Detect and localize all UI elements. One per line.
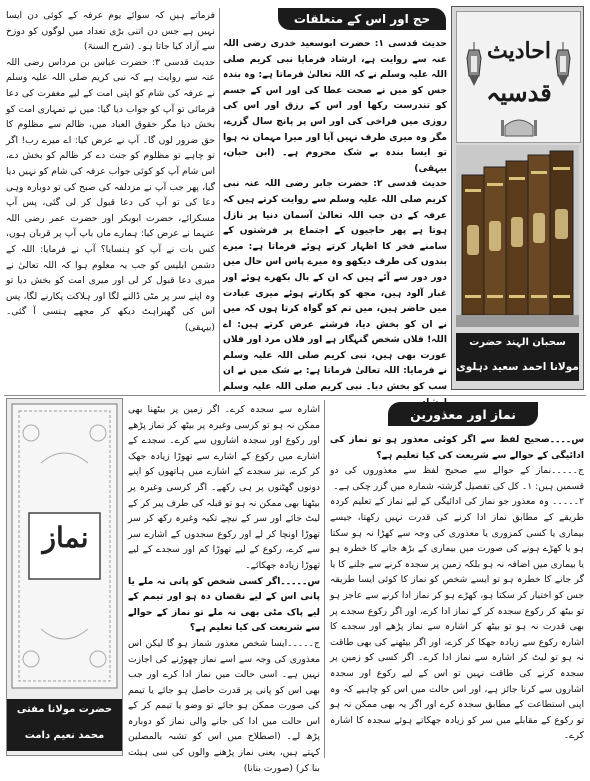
book-title-line2: قدسیہ — [486, 78, 552, 107]
fiqh-question: س۔۔۔۔۔اگر کسی شخص کو پانی نہ ملے یا پانی اس کے لیے نقصان دہ ہو اور تیمم کے لیے پاک مٹی بھی نہ ملے تو نماز کے حوالے سے شریعت کی کیا تعلیم ہے؟ — [128, 575, 320, 634]
book-author-line1: سحبان الہند حضرت — [456, 333, 579, 353]
namaz-author-line1: حضرت مولانا مفتی — [7, 699, 122, 721]
book-title-area — [456, 11, 581, 143]
section-heading-hajj — [278, 8, 446, 30]
namaz-title: نماز — [42, 521, 89, 554]
hadith-qudsiyah-book-panel — [451, 6, 584, 390]
fiqh-answer: ج۔۔۔۔۔نماز کے حوالے سے صحیح لفظ سے معذوروں کی دو قسمیں ہیں: ۱۔ کل کی تفصیل گزشتہ شمارہ میں گزر چکی ہے۔ — [330, 465, 584, 492]
namaz-article-right-column — [330, 432, 584, 758]
hajj-article-left-column — [6, 8, 215, 392]
book-stack-image — [456, 145, 579, 327]
namaz-article-middle-column — [128, 402, 320, 774]
mosque-ornament-icon — [501, 116, 537, 136]
fiqh-answer: ۲۔۔۔۔۔ وہ معذور جو نماز کی ادائیگی کے لیے نماز کے تعلیم کردہ طریقے کے مطابق نماز ادا کرنے کی قدرت نہیں رکھتا، جیسے بیماری یا کسی کمزوری یا معذوری کی وجہ سے کھڑا نہ ہو سکتا ہو یا کھڑے ہونے کی صورت میں بیماری کے بڑھ جانے کا خطرہ ہو یا بیماری میں اضافہ نہ ہو بلکہ زمین پر سجدہ کرنے سے جلنے کا یا گر جانے کا خطرہ ہو تو ایسے شخص کو نماز کا کوئی ایسا طریقہ جس کو اختیار کر سکتا ہو، کھڑے ہو کر نماز ادا کرنے سے عاجز ہو تو بیٹھ کر رکوع سجدہ کر کے نماز ادا کرے، اور اگر رکوع سجدے پر بھی قدرت نہ ہو تو بیٹھ کر اشارہ سے نماز پڑھے اور سجدے کا اشارہ رکوع سے زیادہ جھکا کر کرے، اور اگر بیٹھنے کی بھی طاقت نہ ہو تو لیٹ کر اشارہ سے نماز ادا کرے۔ اگر کسی کو زمین پر سجدہ کرنے کی طاقت نہیں تو اس کے لیے رکوع اور سجدہ اشاروں سے کرنا جائز ہے، اور اس حالت میں اس کو چاہیے کہ وہ اپنی استطاعت کے مطابق سجدہ کرے اور اگر یہ بھی ممکن نہ ہو تو رکوع کے مقابلے میں سر کو زیادہ جھکاتے ہوئے سجدہ کا اشارہ کرے۔ — [330, 496, 584, 742]
section-divider — [4, 395, 586, 396]
section-heading-namaz-text: نماز اور معذورین — [410, 406, 516, 422]
hadith-paragraph: فرماتے ہیں کہ سوائے یوم عرفہ کے کوئی دن ایسا نہیں ہے جس دن اتنی بڑی تعداد میں لوگوں کو دوزخ سے آزاد کیا جاتا ہو۔ (شرح السنۃ) — [6, 10, 215, 53]
hadith-paragraph: حدیث قدسی ۱: حضرت ابوسعید خدری رضی اللہ عنہ سے روایت ہے، ارشاد فرمایا نبی کریم صلی اللہ علیہ وسلم نے کہ اللہ تعالیٰ فرماتا ہے: وہ بندہ جس کو میں نے صحت عطا کی اور اس کے جسم کو تندرست رکھا اور اس کے رزق اور اس کی روزی میں فراخی کی اور اس پر پانچ سال گزرے، مگر وہ میری طرف نہیں آیا اور میرا مہمان نہ ہوا تو ایسا بندہ بے شک محروم ہے۔ (ابن حبان، بیہقی) — [223, 38, 448, 174]
fiqh-paragraph: اشارہ سے سجدہ کرے۔ اگر زمین پر بیٹھنا بھی ممکن نہ ہو تو کرسی وغیرہ پر بیٹھ کر نماز پڑھے اور رکوع اور سجدہ اشاروں سے کرے۔ سجدے کے اشارے میں رکوع کے اشارے سے تھوڑا زیادہ جھک کر کرے، نیز سجدے کے اشارے میں ہاتھوں کو اپنے دونوں گھٹنوں پر ہی رکھے۔ اگر کرسی وغیرہ پر بیٹھنا بھی ممکن نہ ہو تو قبلہ کی طرف پیر کر کے لیٹ جائے اور سر کے نیچے تکیہ وغیرہ رکھ کر سر تھوڑا اونچا کر لے اور رکوع سجدوں کے اشارے سر سے کرے، رکوع کے لیے تھوڑا کم اور سجدے کے لیے تھوڑا زیادہ جھکائے۔ — [128, 404, 320, 571]
hadith-paragraph: حدیث قدسی ۲: حضرت جابر رضی اللہ عنہ نبی کریم صلی اللہ علیہ وسلم سے روایت کرتے ہیں کہ عرفہ کے دن جب اللہ تعالیٰ آسمان دنیا پر نازل ہوتا ہے پھر حاجیوں کے اجتماع پر فرشتوں کے سامنے فخر کا اظہار کرتے ہوئے فرماتا ہے: میرے بندوں کی طرف دیکھو وہ میرے پاس اس حال میں دور دور سے آئے ہیں کہ ان کے بال بکھرے ہوئے اور غبار آلود ہیں، مجھ کو پکارتے ہوئے میری عبادت میں حاضر ہیں، میں تم کو گواہ کرتا ہوں کہ میں نے ان کو بخش دیا، فرشتے عرض کرتے ہیں: اے اللہ! فلاں شخص گنہگار ہے اور فلاں مرد اور فلاں عورت بھی ہیں، نبی کریم صلی اللہ علیہ وسلم نے فرمایا: اللہ تعالیٰ فرماتا ہے: بے شک میں نے ان سب کو بخش دیا۔ نبی کریم صلی اللہ علیہ وسلم — [223, 178, 448, 393]
hajj-article-center-column — [223, 36, 448, 393]
section-heading-hajj-text: حج اور اس کے متعلقات — [293, 12, 431, 26]
namaz-author-line2: محمد نعیم دامت برکاتہم — [7, 721, 122, 751]
book-title-line1: احادیث — [487, 38, 551, 64]
section-heading-namaz — [388, 402, 538, 426]
hadith-paragraph: حدیث قدسی ۳: حضرت عباس بن مرداس رضی اللہ عنہ سے روایت ہے کہ نبی کریم صلی اللہ علیہ وسلم نے عرفہ کی شام کو اپنی امت کے لیے مغفرت کی دعا فرمائی تو آپ کو جواب دیا گیا: میں نے تمہاری امت کو بخش دیا مگر حقوق العباد میں، ظالم سے مظلوم کا حق ضرور لوں گا۔ آپ نے عرض کیا: اے میرے رب! اگر تو چاہے تو مظلوم کو جنت دے کر ظالم کو بخش دے، اس شام آپ کو کوئی جواب عرفہ کی شام کو نہیں دیا گیا، پھر جب آپ نے مزدلفہ کی صبح کی تو دوبارہ وہی دعا کی تو آپ کی دعا قبول کر لی گئی، پس آپ مسکرائے، حضرت ابوبکر اور حضرت عمر رضی اللہ عنہما نے عرض کیا: ہمارے ماں باپ آپ پر قربان ہوں، کس بات نے آپ کو ہنسایا؟ آپ نے فرمایا: اللہ کے دشمن ابلیس کو جب یہ معلوم ہوا کہ اللہ تعالیٰ نے میری دعا قبول کر لی اور میری امت کو بخش دیا تو وہ اپنے سر پر مٹی ڈالنے لگا اور ہلاکت پکارنے لگا، پس اس کی گھبراہٹ دیکھ کر مجھے ہنسی آ گئی۔ (بیہقی) — [6, 56, 216, 333]
book-author-line2: مولانا احمد سعید دہلوی — [456, 353, 579, 381]
fiqh-question: س۔۔۔۔صحیح لفظ سے اگر کوئی معذور ہو تو نماز کی ادائیگی کے حوالے سے شریعت کی کیا تعلیم ہے؟ — [330, 434, 584, 461]
fiqh-answer: ج۔۔۔۔۔ایسا شخص معذور شمار ہو گا لیکن اس معذوری کی وجہ سے اسے نماز چھوڑنے کی اجازت نہیں ہے۔ اسی حالت میں نماز ادا کرے اور جب بھی اس کو پانی پر قدرت حاصل ہو جائے یا تیمم کی صورت ممکن ہو جائے تو وضو یا تیمم کر کے اس حالت میں ادا کی جانے والی نماز کو دوبارہ پڑھ لے۔ (اصطلاح میں اس کو تشبہ بالمصلین کہتے ہیں، یعنی نماز پڑھنے والوں کی سی ہیئت بنا کر) (صورت بنانا) — [128, 637, 320, 774]
namaz-panel — [6, 398, 123, 771]
column-divider — [219, 8, 220, 392]
column-divider — [324, 400, 325, 758]
